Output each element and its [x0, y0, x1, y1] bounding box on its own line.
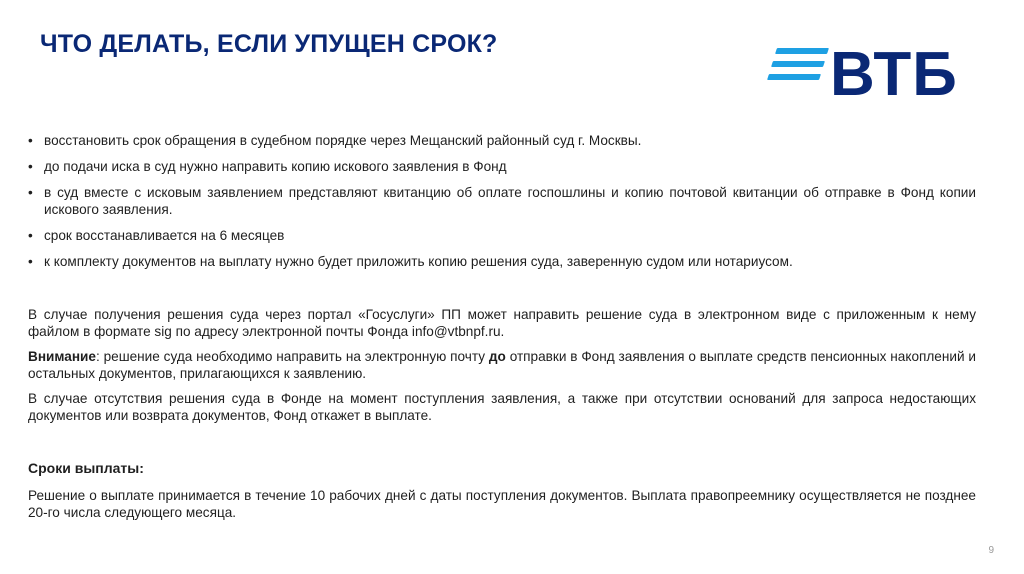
attention-text-2: отправки в Фонд заявления о выплате средств пенсионных накоплений и остальных документов, прилагающихся к заявлению. — [28, 349, 976, 381]
bullet-item: • в суд вместе с исковым заявлением представляют квитанцию об оплате госпошлины и копию почтовой квитанции об отправке в Фонд копии искового заявления. — [28, 184, 976, 218]
paragraph-attention — [28, 348, 976, 382]
logo-text: ВТБ — [830, 40, 958, 109]
vtb-logo — [768, 40, 958, 122]
bullet-item: • до подачи иска в суд нужно направить копию искового заявления в Фонд — [28, 158, 976, 175]
page-number: 9 — [988, 545, 994, 556]
payment-terms-text: Решение о выплате принимается в течение 10 рабочих дней с даты поступления документов. Выплата правопреемнику осуществляется не позднее 20-го числа следующего месяца. — [28, 488, 976, 520]
slide-content — [28, 132, 976, 529]
bullet-item: • восстановить срок обращения в судебном порядке через Мещанский районный суд г. Москвы. — [28, 132, 976, 149]
bullet-item: • срок восстанавливается на 6 месяцев — [28, 227, 976, 244]
payment-terms-title: Сроки выплаты: — [28, 460, 144, 476]
bullet-list — [28, 132, 976, 270]
paragraph-absence: В случае отсутствия решения суда в Фонде на момент поступления заявления, а также при отсутствии оснований для запроса недостающих документов или возврата документов, Фонд откажет в выплате. — [28, 391, 976, 423]
logo-stripes-icon — [768, 48, 828, 82]
bullet-item: • к комплекту документов на выплату нужно будет приложить копию решения суда, заверенную судом или нотариусом. — [28, 253, 976, 270]
slide-title: ЧТО ДЕЛАТЬ, ЕСЛИ УПУЩЕН СРОК? — [40, 30, 498, 58]
paragraph-gosuslugi: В случае получения решения суда через портал «Госуслуги» ПП может направить решение суда в электронном виде с приложенным к нему файлом в формате sig по адресу электронной почты Фонда info@vtbnpf.ru. — [28, 307, 976, 339]
attention-label: Внимание — [28, 349, 96, 364]
attention-text-1: : решение суда необходимо направить на электронную почту — [95, 349, 489, 364]
attention-bold: до — [488, 349, 506, 364]
